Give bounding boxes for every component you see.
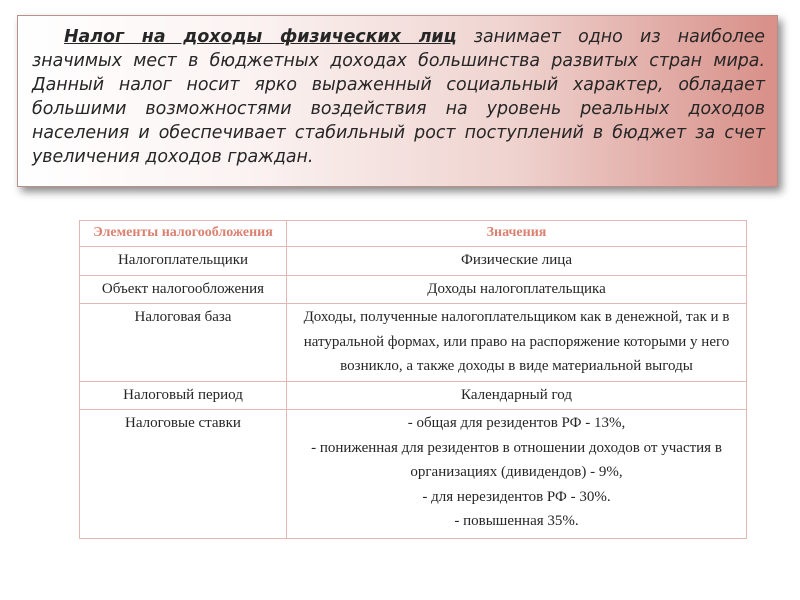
table-row bbox=[80, 381, 747, 410]
rate-line: - для нерезидентов РФ - 30%. bbox=[422, 488, 611, 505]
intro-text: занимает одно из наиболее значимых мест в бюджетных доходах большинства развитых стран мира. Данный налог носит ярко выраженный социальный характер, обладает большими возможностями воздействия на уровень реальных доходов населения и обеспечивает стабильный рост поступлений в бюджет за счет увеличения доходов граждан. bbox=[32, 27, 765, 167]
rate-line: - общая для резидентов РФ - 13%, bbox=[407, 415, 626, 431]
table-header-row bbox=[80, 221, 747, 247]
row-value: Доходы, полученные налогоплательщиком как в денежной, так и в натуральной формах, или право на распоряжение которыми у него возникло, а также доходы в виде материальной выгоды bbox=[287, 304, 747, 382]
table-row bbox=[80, 410, 747, 539]
table-row bbox=[80, 247, 747, 276]
row-element: Налоговый период bbox=[80, 381, 287, 410]
row-element: Налогоплательщики bbox=[80, 247, 287, 276]
header-values: Значения bbox=[287, 221, 747, 247]
header-elements: Элементы налогообложения bbox=[80, 221, 287, 247]
row-value: Календарный год bbox=[287, 381, 747, 410]
table-row bbox=[80, 275, 747, 304]
row-element: Налоговая база bbox=[80, 304, 287, 382]
rate-line: - пониженная для резидентов в отношении доходов от участия в организациях (дивидендов) - 9%, bbox=[311, 439, 722, 480]
rate-line: - повышенная 35%. bbox=[454, 513, 579, 529]
row-element: Объект налогообложения bbox=[80, 275, 287, 304]
row-value: Физические лица bbox=[287, 247, 747, 276]
intro-lead: Налог на доходы физических лиц bbox=[64, 27, 457, 47]
row-value: Доходы налогоплательщика bbox=[287, 275, 747, 304]
intro-paragraph bbox=[32, 25, 765, 169]
row-element: Налоговые ставки bbox=[80, 410, 287, 539]
table-row bbox=[80, 304, 747, 382]
row-value-rates bbox=[287, 410, 747, 539]
intro-box bbox=[17, 15, 778, 187]
tax-elements-table bbox=[79, 220, 747, 539]
